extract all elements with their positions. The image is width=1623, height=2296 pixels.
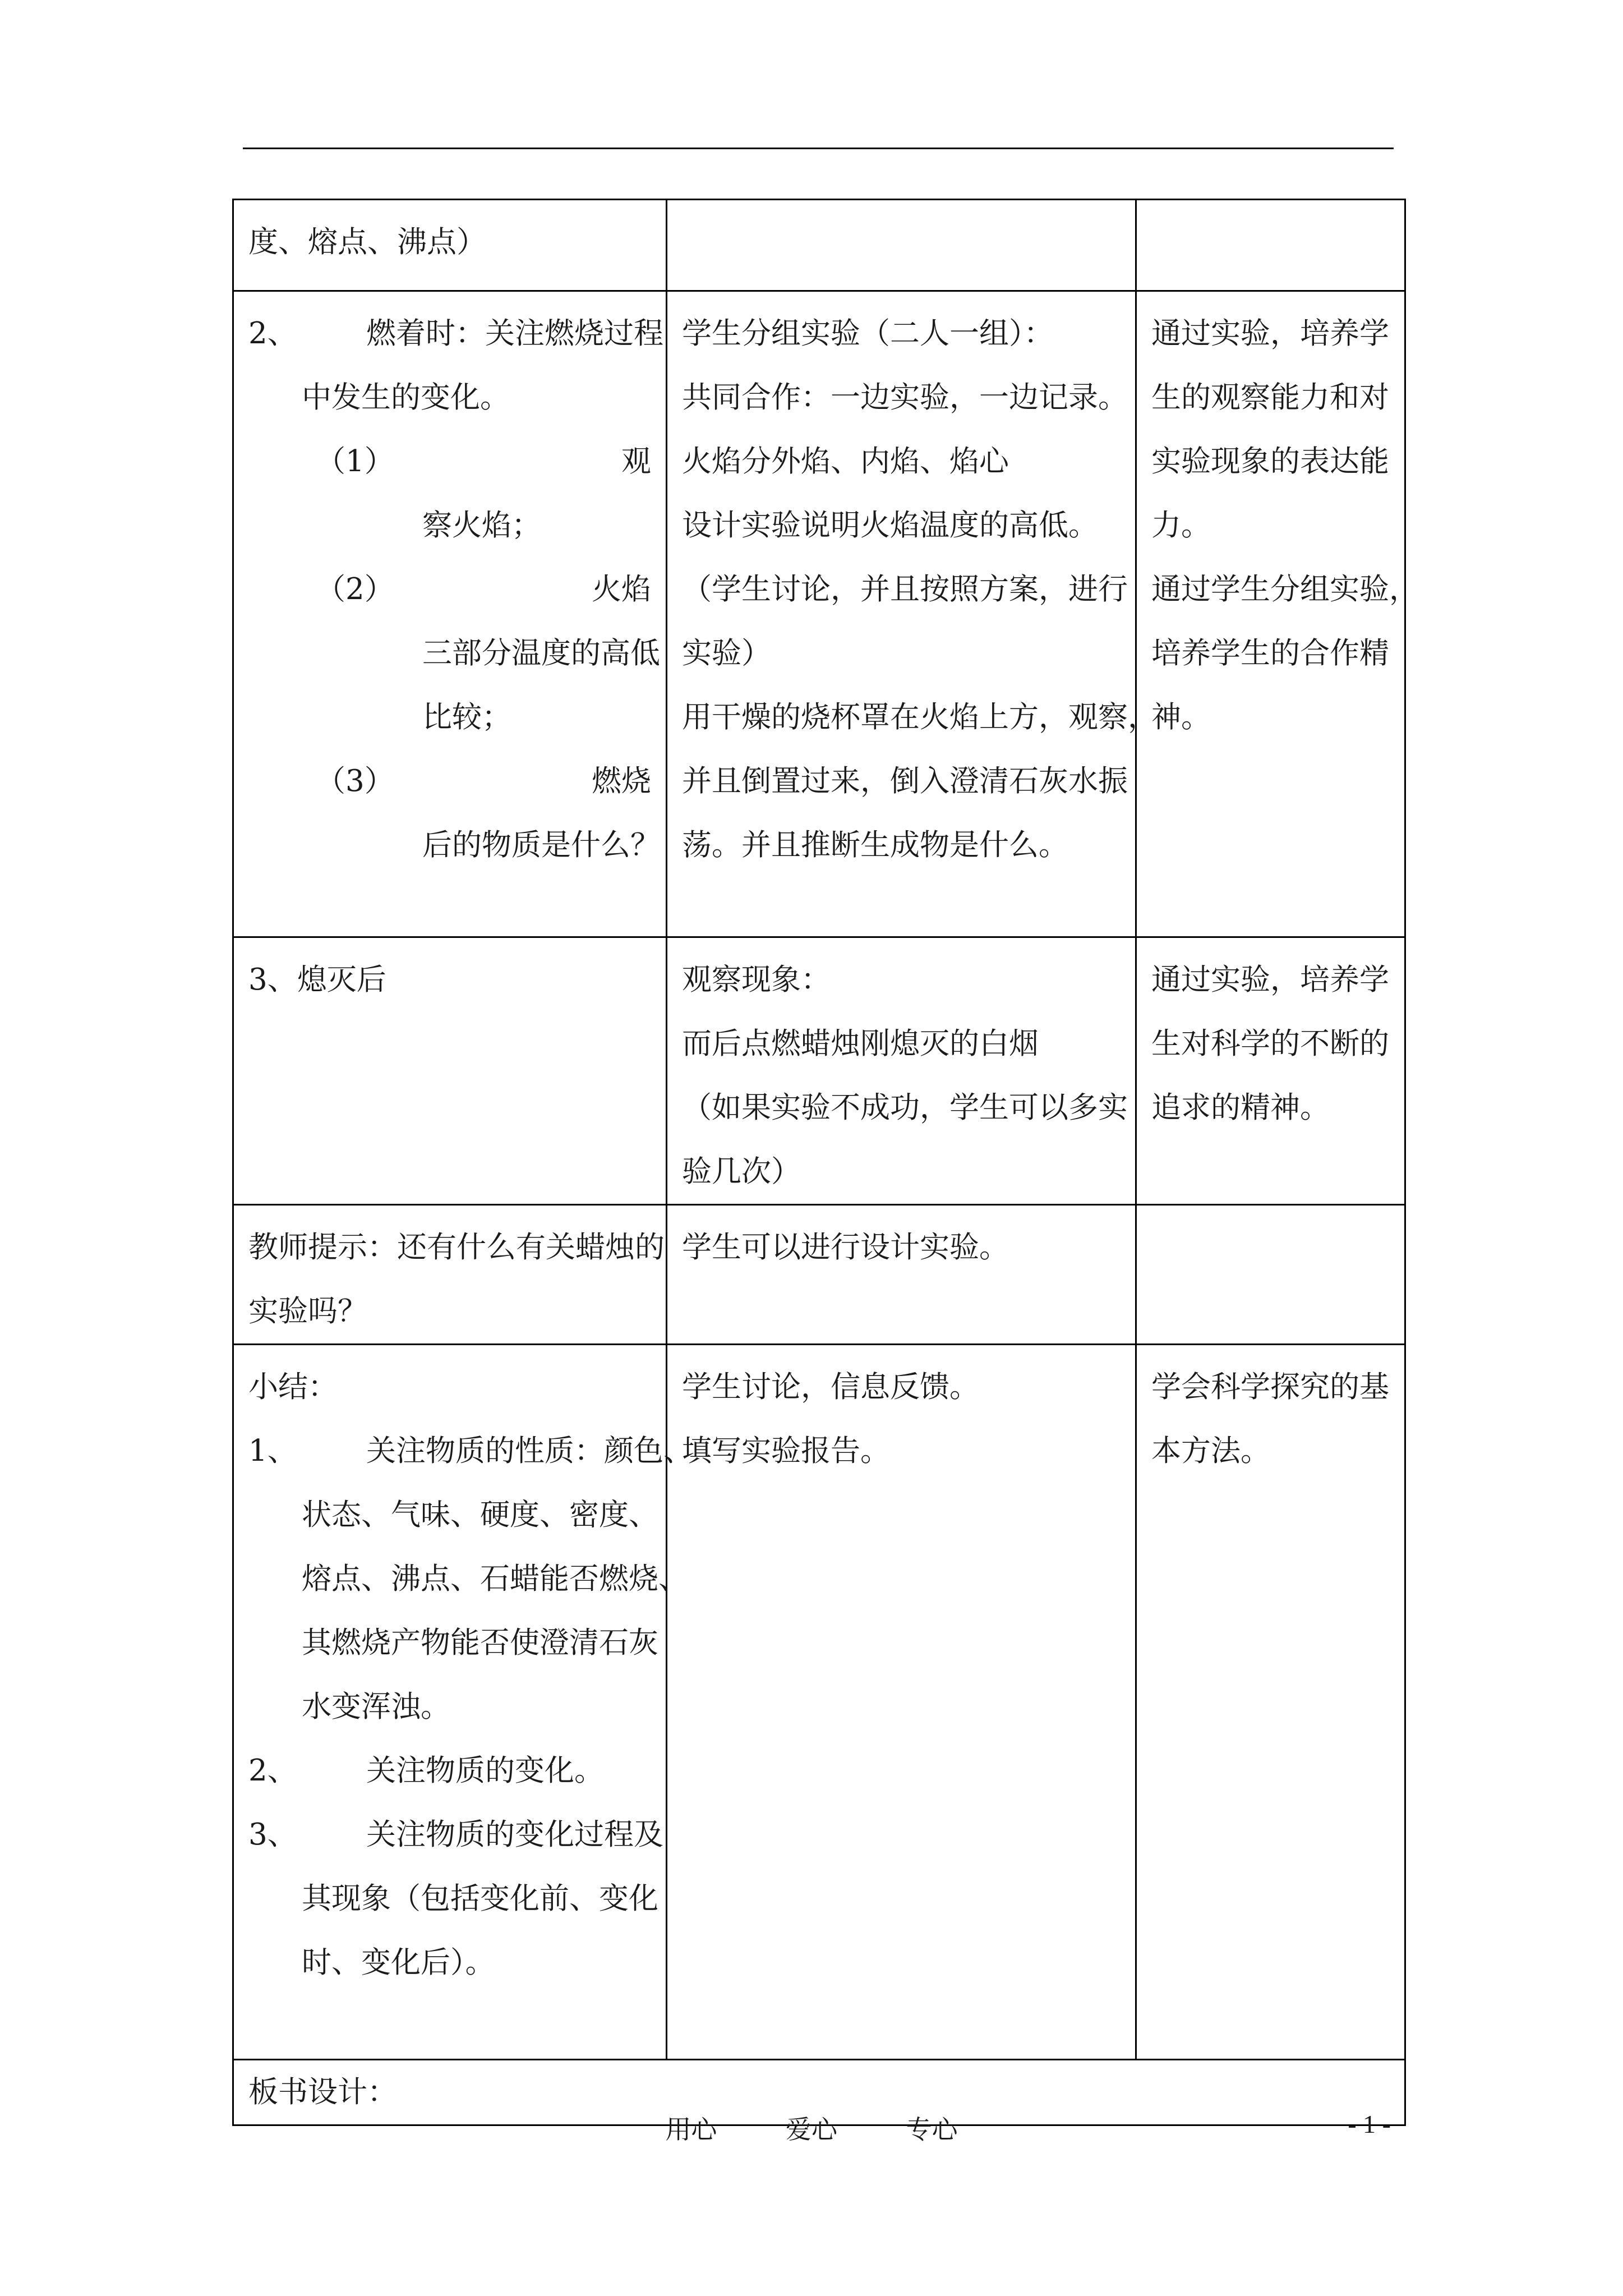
cell-line: 观察现象： bbox=[682, 963, 831, 997]
cell-line: 设计实验说明火焰温度的高低。 bbox=[682, 508, 1098, 542]
cell-line: 填写实验报告。 bbox=[682, 1434, 890, 1468]
item-text: 中发生的变化。 bbox=[302, 380, 510, 415]
table-row bbox=[233, 291, 1405, 937]
cell-line: 3、熄灭后 bbox=[248, 963, 386, 997]
item-text: 熔点、沸点、石蜡能否燃烧、 bbox=[302, 1562, 688, 1596]
item-text: 其燃烧产物能否使澄清石灰 bbox=[302, 1626, 658, 1660]
cell-line: 验几次） bbox=[682, 1154, 801, 1189]
cell-line: 学生分组实验（二人一组）： bbox=[682, 316, 1054, 351]
row1-col2 bbox=[667, 200, 1136, 291]
page-number: - 1 - bbox=[1348, 2110, 1391, 2138]
cell-line: （学生讨论，并且按照方案，进行 bbox=[682, 572, 1128, 606]
cell-line: 实验吗？ bbox=[248, 1294, 367, 1328]
row5-col3 bbox=[1136, 1345, 1405, 2060]
cell-line: 通过学生分组实验， bbox=[1151, 572, 1419, 606]
item-number: 2、 bbox=[248, 1754, 297, 1788]
table-row bbox=[233, 200, 1405, 291]
row3-col2 bbox=[667, 937, 1136, 1205]
row4-col3 bbox=[1136, 1205, 1405, 1345]
cell-line: 生的观察能力和对 bbox=[1151, 380, 1389, 415]
item-text: 状态、气味、硬度、密度、 bbox=[302, 1498, 658, 1532]
cell-line: 学生可以进行设计实验。 bbox=[682, 1230, 1009, 1264]
lesson-plan-table bbox=[232, 199, 1419, 2126]
item-heading: 燃着时：关注燃烧过程 bbox=[366, 316, 663, 351]
row2-col2 bbox=[667, 291, 1158, 937]
cell-line: 实验现象的表达能 bbox=[1151, 444, 1389, 478]
cell-line: 本方法。 bbox=[1151, 1434, 1270, 1468]
cell-line: 力。 bbox=[1151, 508, 1211, 542]
sub-item-text: 察火焰； bbox=[422, 508, 541, 542]
row4-col2 bbox=[667, 1205, 1136, 1345]
row2-col1 bbox=[233, 291, 667, 937]
cell-line: 用干燥的烧杯罩在火焰上方，观察， bbox=[682, 700, 1158, 734]
sub-item-number: （1） bbox=[316, 444, 394, 478]
cell-line: 教师提示：还有什么有关蜡烛的 bbox=[248, 1230, 665, 1264]
footer-word: 用心 bbox=[665, 2114, 717, 2145]
cell-line: （如果实验不成功，学生可以多实 bbox=[682, 1091, 1128, 1125]
table-row bbox=[233, 1345, 1405, 2060]
item-heading: 关注物质的性质：颜色、 bbox=[366, 1434, 693, 1468]
cell-line: 火焰分外焰、内焰、焰心 bbox=[682, 444, 1009, 478]
cell-line: 实验） bbox=[682, 636, 771, 670]
sub-item-text: 后的物质是什么？ bbox=[422, 828, 660, 862]
table-row bbox=[233, 1205, 1405, 1345]
sub-item-text: 比较； bbox=[422, 700, 511, 734]
cell-line: 荡。并且推断生成物是什么。 bbox=[682, 828, 1068, 862]
cell-line: 培养学生的合作精 bbox=[1151, 636, 1389, 670]
cell-line: 生对科学的不断的 bbox=[1151, 1027, 1389, 1061]
sub-item-text: 观 bbox=[621, 444, 651, 478]
table-row bbox=[233, 937, 1405, 1205]
row1-col1 bbox=[233, 200, 667, 291]
cell-line: 板书设计： bbox=[248, 2075, 397, 2109]
footer-word: 专心 bbox=[906, 2114, 958, 2145]
cell-text: 度、熔点、沸点） bbox=[248, 225, 486, 259]
row1-col3 bbox=[1136, 200, 1405, 291]
item-heading: 关注物质的变化。 bbox=[366, 1754, 604, 1788]
cell-line: 追求的精神。 bbox=[1151, 1091, 1330, 1125]
row5-col2 bbox=[667, 1345, 1136, 2060]
sub-item-text: 燃烧 bbox=[592, 764, 651, 798]
cell-line: 通过实验，培养学 bbox=[1151, 316, 1389, 351]
item-number: 3、 bbox=[248, 1818, 297, 1852]
row3-col1 bbox=[233, 937, 667, 1205]
sub-item-text: 火焰 bbox=[592, 572, 651, 606]
footer-word: 爱心 bbox=[786, 2114, 837, 2145]
cell-line: 通过实验，培养学 bbox=[1151, 963, 1389, 997]
cell-line: 而后点燃蜡烛刚熄灭的白烟 bbox=[682, 1027, 1039, 1061]
cell-line: 学会科学探究的基 bbox=[1151, 1370, 1389, 1404]
cell-line: 并且倒置过来，倒入澄清石灰水振 bbox=[682, 764, 1128, 798]
sub-item-number: （2） bbox=[316, 572, 394, 606]
item-text: 时、变化后）。 bbox=[302, 1945, 495, 1980]
cell-line: 学生讨论，信息反馈。 bbox=[682, 1370, 979, 1404]
item-heading: 关注物质的变化过程及 bbox=[366, 1818, 663, 1852]
item-number: 2、 bbox=[248, 316, 297, 351]
cell-line: 神。 bbox=[1151, 700, 1211, 734]
row2-col3 bbox=[1136, 291, 1419, 937]
row5-col1 bbox=[233, 1345, 693, 2060]
row3-col3 bbox=[1136, 937, 1405, 1205]
item-text: 水变浑浊。 bbox=[302, 1690, 450, 1724]
header-rule bbox=[243, 148, 1394, 149]
summary-title: 小结： bbox=[248, 1370, 338, 1404]
item-number: 1、 bbox=[248, 1434, 297, 1468]
cell-line: 共同合作：一边实验，一边记录。 bbox=[682, 380, 1128, 415]
row4-col1 bbox=[233, 1205, 667, 1345]
item-text: 其现象（包括变化前、变化 bbox=[302, 1881, 658, 1916]
sub-item-number: （3） bbox=[316, 764, 394, 798]
sub-item-text: 三部分温度的高低 bbox=[422, 636, 660, 670]
